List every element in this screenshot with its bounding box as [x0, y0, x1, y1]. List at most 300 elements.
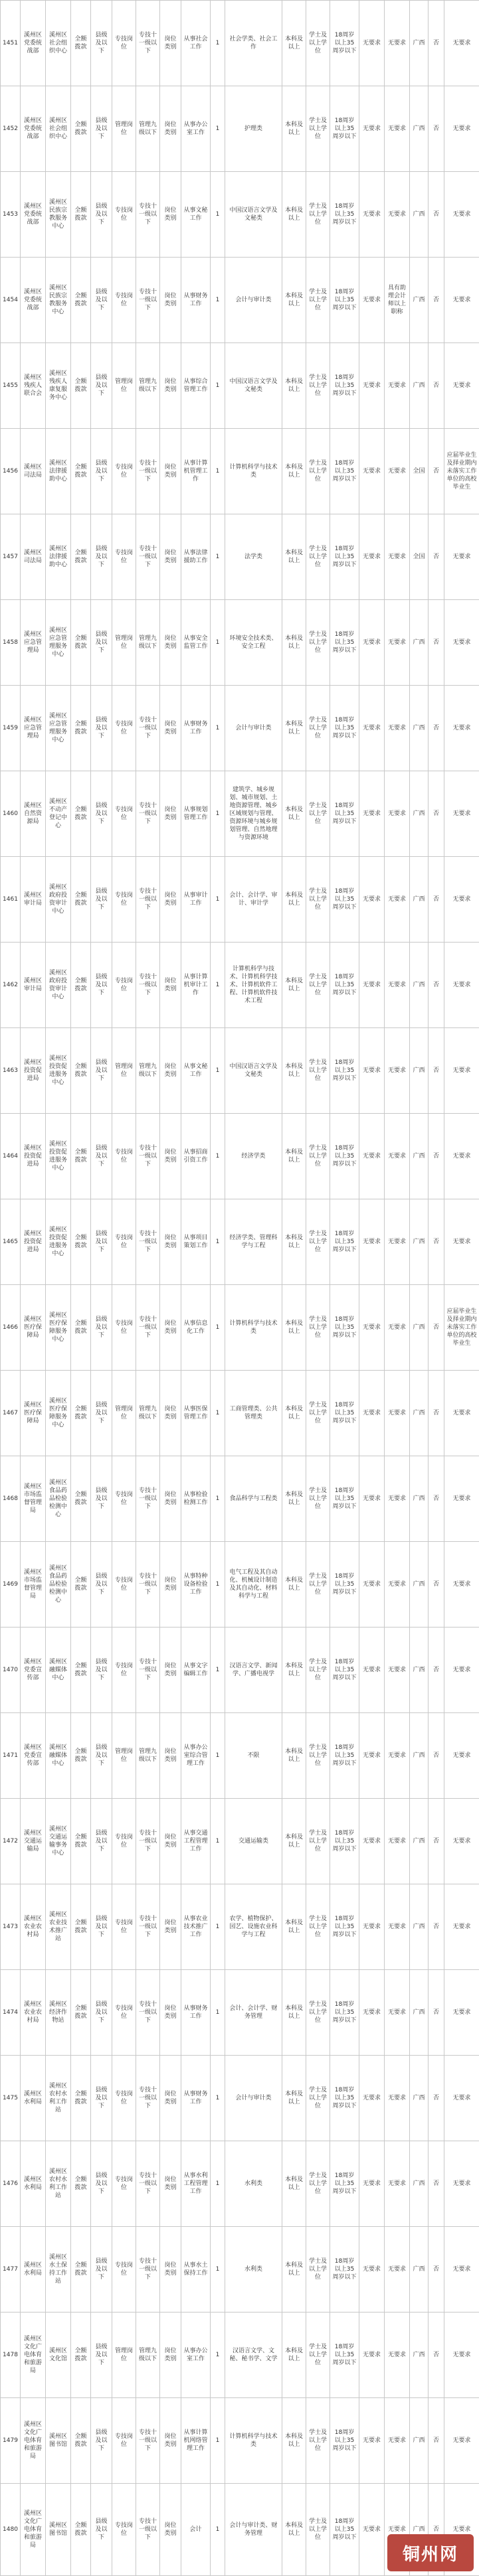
cell-count: 1: [211, 1542, 225, 1628]
cell-degree: 学士及以上学位: [306, 943, 330, 1028]
cell-category: 专技岗位: [112, 1542, 136, 1628]
cell-major: 建筑学、城乡规划、城市规划、土地资源管理、城乡区域规划与管理、资源环境与城乡规划管理、自然地理与资源环境: [225, 771, 282, 857]
cell-nature: 全额拨款: [71, 1970, 91, 2056]
cell-other: 无要求: [444, 943, 479, 1028]
cell-req1: 无要求: [359, 2056, 385, 2141]
cell-id: 1478: [1, 2312, 21, 2398]
cell-other: 无要求: [444, 2312, 479, 2398]
cell-major: 工商管理类、公共管理类: [225, 1371, 282, 1456]
cell-count: 1: [211, 1028, 225, 1114]
cell-id: 1466: [1, 1285, 21, 1371]
cell-edu: 本科及以上: [282, 1713, 306, 1799]
cell-nature: 全额拨款: [71, 2227, 91, 2312]
cell-req2: 无要求: [385, 343, 410, 429]
cell-major: 农学、植物保护、园艺、设施农业科学与工程: [225, 1884, 282, 1970]
cell-degree: 学士及以上学位: [306, 1456, 330, 1542]
cell-count: 1: [211, 1456, 225, 1542]
cell-edu: 本科及以上: [282, 1542, 306, 1628]
cell-edu: 本科及以上: [282, 1371, 306, 1456]
cell-req1: 无要求: [359, 686, 385, 771]
cell-edu: 本科及以上: [282, 2484, 306, 2576]
cell-age: 18周岁以上35周岁以下: [330, 1114, 359, 1199]
cell-edu: 本科及以上: [282, 1285, 306, 1371]
cell-desc: 从事财务工作: [181, 2056, 211, 2141]
cell-level: 县级及以下: [91, 514, 112, 600]
cell-age: 18周岁以上35周岁以下: [330, 1799, 359, 1884]
cell-other: 无要求: [444, 1371, 479, 1456]
cell-id: 1475: [1, 2056, 21, 2141]
cell-degree: 学士及以上学位: [306, 86, 330, 172]
cell-req1: 无要求: [359, 429, 385, 514]
cell-degree: 学士及以上学位: [306, 343, 330, 429]
cell-region: 广西: [410, 943, 429, 1028]
table-row: [1, 2141, 479, 2227]
cell-degree: 学士及以上学位: [306, 686, 330, 771]
table-row: [1, 1884, 479, 1970]
cell-post_type: 岗位类别: [160, 2141, 181, 2227]
cell-degree: 学士及以上学位: [306, 2312, 330, 2398]
table-row: [1, 2312, 479, 2398]
cell-post_type: 岗位类别: [160, 86, 181, 172]
cell-degree: 学士及以上学位: [306, 514, 330, 600]
cell-nature: 全额拨款: [71, 2398, 91, 2484]
cell-unit: 溪州区党委统战部: [21, 258, 46, 343]
cell-dept: 溪州区政府投资审计中心: [46, 943, 71, 1028]
cell-category: 专技岗位: [112, 429, 136, 514]
cell-dept: 溪州区水土保持工作站: [46, 2227, 71, 2312]
cell-region: 广西: [410, 172, 429, 258]
cell-count: 1: [211, 514, 225, 600]
cell-id: 1458: [1, 600, 21, 686]
cell-unit: 溪州区党委统战部: [21, 172, 46, 258]
cell-desc: 从事招商引资工作: [181, 1114, 211, 1199]
cell-dept: 溪州区融媒体中心: [46, 1713, 71, 1799]
cell-exam: 否: [429, 1456, 444, 1542]
cell-level: 县级及以下: [91, 2484, 112, 2576]
cell-req2: 无要求: [385, 514, 410, 600]
cell-dept: 溪州区农村水利工作站: [46, 2056, 71, 2141]
cell-level: 县级及以下: [91, 1285, 112, 1371]
cell-level: 县级及以下: [91, 1199, 112, 1285]
cell-grade: 管理九级以下: [136, 86, 160, 172]
cell-count: 1: [211, 172, 225, 258]
cell-edu: 本科及以上: [282, 1114, 306, 1199]
cell-id: 1462: [1, 943, 21, 1028]
cell-edu: 本科及以上: [282, 172, 306, 258]
cell-grade: 专技十一级以下: [136, 1884, 160, 1970]
cell-level: 县级及以下: [91, 2398, 112, 2484]
cell-id: 1463: [1, 1028, 21, 1114]
cell-degree: 学士及以上学位: [306, 1028, 330, 1114]
cell-dept: 溪州区投资促进服务中心: [46, 1199, 71, 1285]
cell-major: 中国汉语言文学及文秘类: [225, 172, 282, 258]
cell-edu: 本科及以上: [282, 2141, 306, 2227]
cell-edu: 本科及以上: [282, 600, 306, 686]
cell-category: 专技岗位: [112, 2056, 136, 2141]
cell-exam: 否: [429, 1628, 444, 1713]
cell-region: 广西: [410, 1371, 429, 1456]
cell-grade: 管理九级以下: [136, 343, 160, 429]
cell-desc: 从事项目策划工作: [181, 1199, 211, 1285]
cell-age: 18周岁以上35周岁以下: [330, 2312, 359, 2398]
table-body: [1, 1, 479, 2576]
cell-nature: 全额拨款: [71, 1285, 91, 1371]
cell-region: 广西: [410, 2484, 429, 2576]
cell-post_type: 岗位类别: [160, 2398, 181, 2484]
cell-unit: 溪州区党委宣传部: [21, 1713, 46, 1799]
cell-level: 县级及以下: [91, 1884, 112, 1970]
table-row: [1, 943, 479, 1028]
cell-unit: 溪州区投资促进局: [21, 1114, 46, 1199]
cell-req1: 无要求: [359, 2141, 385, 2227]
cell-region: 广西: [410, 2056, 429, 2141]
cell-region: 广西: [410, 771, 429, 857]
cell-post_type: 岗位类别: [160, 686, 181, 771]
cell-req1: 无要求: [359, 2312, 385, 2398]
cell-major: 不限: [225, 1713, 282, 1799]
cell-exam: 否: [429, 1114, 444, 1199]
cell-desc: 从事特种设备检验工作: [181, 1542, 211, 1628]
cell-age: 18周岁以上35周岁以下: [330, 1456, 359, 1542]
cell-grade: 专技十一级以下: [136, 429, 160, 514]
cell-level: 县级及以下: [91, 1970, 112, 2056]
cell-desc: 从事信息化工作: [181, 1285, 211, 1371]
table-row: [1, 1, 479, 86]
cell-unit: 溪州区投资促进局: [21, 1199, 46, 1285]
cell-unit: 溪州区水利局: [21, 2141, 46, 2227]
cell-grade: 管理九级以下: [136, 1713, 160, 1799]
cell-count: 1: [211, 943, 225, 1028]
cell-category: 专技岗位: [112, 2398, 136, 2484]
cell-id: 1470: [1, 1628, 21, 1713]
cell-desc: 从事检验检测工作: [181, 1456, 211, 1542]
cell-degree: 学士及以上学位: [306, 1285, 330, 1371]
cell-age: 18周岁以上35周岁以下: [330, 258, 359, 343]
cell-count: 1: [211, 2227, 225, 2312]
cell-req2: 无要求: [385, 172, 410, 258]
cell-desc: 从事水利工程管理工作: [181, 2141, 211, 2227]
cell-dept: 溪州区经济作物站: [46, 1970, 71, 2056]
cell-major: 交通运输类: [225, 1799, 282, 1884]
cell-unit: 溪州区交通运输局: [21, 1799, 46, 1884]
cell-nature: 全额拨款: [71, 172, 91, 258]
cell-other: 无要求: [444, 600, 479, 686]
cell-post_type: 岗位类别: [160, 1285, 181, 1371]
cell-post_type: 岗位类别: [160, 1970, 181, 2056]
cell-exam: 否: [429, 1199, 444, 1285]
cell-other: 无要求: [444, 1713, 479, 1799]
cell-grade: 专技十一级以下: [136, 1285, 160, 1371]
cell-req2: 无要求: [385, 1713, 410, 1799]
cell-region: 广西: [410, 1713, 429, 1799]
cell-id: 1453: [1, 172, 21, 258]
cell-dept: 溪州区法律援助中心: [46, 429, 71, 514]
cell-edu: 本科及以上: [282, 1028, 306, 1114]
table-row: [1, 1199, 479, 1285]
cell-unit: 溪州区应急管理局: [21, 686, 46, 771]
cell-region: 广西: [410, 2141, 429, 2227]
cell-post_type: 岗位类别: [160, 1199, 181, 1285]
cell-desc: 从事财务工作: [181, 258, 211, 343]
cell-id: 1472: [1, 1799, 21, 1884]
cell-degree: 学士及以上学位: [306, 1542, 330, 1628]
cell-nature: 全额拨款: [71, 1884, 91, 1970]
cell-req1: 无要求: [359, 943, 385, 1028]
cell-degree: 学士及以上学位: [306, 1970, 330, 2056]
cell-id: 1455: [1, 343, 21, 429]
cell-nature: 全额拨款: [71, 429, 91, 514]
cell-level: 县级及以下: [91, 1542, 112, 1628]
cell-dept: 溪州区社会组织中心: [46, 1, 71, 86]
cell-desc: 从事计算机管理工作: [181, 429, 211, 514]
cell-age: 18周岁以上35周岁以下: [330, 172, 359, 258]
cell-category: 管理岗位: [112, 343, 136, 429]
cell-degree: 学士及以上学位: [306, 1884, 330, 1970]
cell-req1: 无要求: [359, 172, 385, 258]
cell-other: 无要求: [444, 1114, 479, 1199]
cell-unit: 溪州区水利局: [21, 2227, 46, 2312]
cell-count: 1: [211, 857, 225, 943]
cell-dept: 溪州区应急管理服务中心: [46, 686, 71, 771]
cell-category: 专技岗位: [112, 686, 136, 771]
table-row: [1, 600, 479, 686]
cell-nature: 全额拨款: [71, 343, 91, 429]
cell-level: 县级及以下: [91, 1713, 112, 1799]
cell-grade: 专技十一级以下: [136, 2056, 160, 2141]
cell-category: 专技岗位: [112, 771, 136, 857]
cell-req1: 无要求: [359, 1199, 385, 1285]
cell-level: 县级及以下: [91, 1028, 112, 1114]
cell-other: 无要求: [444, 172, 479, 258]
cell-count: 1: [211, 1799, 225, 1884]
cell-dept: 溪州区文化馆: [46, 2312, 71, 2398]
table-row: [1, 2227, 479, 2312]
cell-req2: 无要求: [385, 2484, 410, 2576]
cell-major: 会计与审计类: [225, 2056, 282, 2141]
cell-count: 1: [211, 343, 225, 429]
cell-level: 县级及以下: [91, 1799, 112, 1884]
cell-req1: 无要求: [359, 2398, 385, 2484]
cell-req1: 无要求: [359, 1628, 385, 1713]
cell-dept: 溪州区医疗保障服务中心: [46, 1285, 71, 1371]
cell-id: 1452: [1, 86, 21, 172]
cell-id: 1477: [1, 2227, 21, 2312]
cell-req2: 无要求: [385, 686, 410, 771]
cell-grade: 专技十一级以下: [136, 1456, 160, 1542]
cell-id: 1456: [1, 429, 21, 514]
cell-region: 广西: [410, 686, 429, 771]
table-row: [1, 429, 479, 514]
cell-count: 1: [211, 2141, 225, 2227]
cell-req2: 无要求: [385, 1, 410, 86]
cell-unit: 溪州区医疗保障局: [21, 1285, 46, 1371]
cell-post_type: 岗位类别: [160, 2312, 181, 2398]
cell-id: 1468: [1, 1456, 21, 1542]
cell-desc: 从事法律援助工作: [181, 514, 211, 600]
cell-degree: 学士及以上学位: [306, 2141, 330, 2227]
cell-desc: 会计: [181, 2484, 211, 2576]
cell-exam: 否: [429, 258, 444, 343]
cell-grade: 专技十一级以下: [136, 1, 160, 86]
cell-category: 管理岗位: [112, 2312, 136, 2398]
cell-post_type: 岗位类别: [160, 1456, 181, 1542]
cell-req1: 无要求: [359, 771, 385, 857]
cell-region: 广西: [410, 1285, 429, 1371]
cell-age: 18周岁以上35周岁以下: [330, 771, 359, 857]
cell-other: 无要求: [444, 1456, 479, 1542]
cell-degree: 学士及以上学位: [306, 1371, 330, 1456]
cell-other: 无要求: [444, 2484, 479, 2576]
cell-other: 无要求: [444, 1970, 479, 2056]
cell-dept: 溪州区农村水利工作站: [46, 2141, 71, 2227]
cell-dept: 溪州区图书馆: [46, 2398, 71, 2484]
cell-count: 1: [211, 2312, 225, 2398]
cell-dept: 溪州区投资促进服务中心: [46, 1028, 71, 1114]
cell-unit: 溪州区应急管理局: [21, 600, 46, 686]
cell-count: 1: [211, 1970, 225, 2056]
cell-major: 水利类: [225, 2227, 282, 2312]
cell-nature: 全额拨款: [71, 2141, 91, 2227]
cell-edu: 本科及以上: [282, 1628, 306, 1713]
cell-age: 18周岁以上35周岁以下: [330, 2141, 359, 2227]
table-row: [1, 1371, 479, 1456]
cell-exam: 否: [429, 2056, 444, 2141]
cell-edu: 本科及以上: [282, 686, 306, 771]
cell-req2: 无要求: [385, 2312, 410, 2398]
cell-age: 18周岁以上35周岁以下: [330, 1199, 359, 1285]
cell-category: 专技岗位: [112, 2141, 136, 2227]
cell-req2: 无要求: [385, 2227, 410, 2312]
cell-region: 广西: [410, 1199, 429, 1285]
cell-post_type: 岗位类别: [160, 1884, 181, 1970]
cell-age: 18周岁以上35周岁以下: [330, 1, 359, 86]
cell-grade: 管理九级以下: [136, 2312, 160, 2398]
cell-category: 专技岗位: [112, 857, 136, 943]
cell-region: 广西: [410, 1456, 429, 1542]
cell-edu: 本科及以上: [282, 2398, 306, 2484]
cell-req2: 无要求: [385, 600, 410, 686]
cell-req1: 无要求: [359, 1542, 385, 1628]
cell-major: 计算机科学与技术类: [225, 1285, 282, 1371]
cell-desc: 从事办公室工作: [181, 86, 211, 172]
cell-region: 广西: [410, 1628, 429, 1713]
cell-nature: 全额拨款: [71, 943, 91, 1028]
cell-nature: 全额拨款: [71, 1371, 91, 1456]
cell-unit: 溪州区医疗保障局: [21, 1371, 46, 1456]
cell-other: 无要求: [444, 1199, 479, 1285]
cell-edu: 本科及以上: [282, 343, 306, 429]
cell-age: 18周岁以上35周岁以下: [330, 2056, 359, 2141]
cell-req1: 无要求: [359, 514, 385, 600]
cell-nature: 全额拨款: [71, 1628, 91, 1713]
cell-id: 1467: [1, 1371, 21, 1456]
cell-post_type: 岗位类别: [160, 2227, 181, 2312]
cell-major: 汉语言文学、新闻学、广播电视学: [225, 1628, 282, 1713]
cell-nature: 全额拨款: [71, 1199, 91, 1285]
cell-edu: 本科及以上: [282, 2227, 306, 2312]
table-row: [1, 1713, 479, 1799]
cell-region: 广西: [410, 600, 429, 686]
cell-exam: 否: [429, 771, 444, 857]
cell-region: 广西: [410, 1799, 429, 1884]
cell-id: 1460: [1, 771, 21, 857]
cell-dept: 溪州区社会组织中心: [46, 86, 71, 172]
cell-degree: 学士及以上学位: [306, 2056, 330, 2141]
cell-grade: 管理九级以下: [136, 1028, 160, 1114]
cell-other: 无要求: [444, 2227, 479, 2312]
cell-region: 广西: [410, 1542, 429, 1628]
cell-grade: 专技十一级以下: [136, 943, 160, 1028]
cell-age: 18周岁以上35周岁以下: [330, 686, 359, 771]
cell-edu: 本科及以上: [282, 86, 306, 172]
cell-grade: 专技十一级以下: [136, 857, 160, 943]
cell-count: 1: [211, 2484, 225, 2576]
cell-req1: 无要求: [359, 1, 385, 86]
cell-count: 1: [211, 1199, 225, 1285]
cell-req2: 无要求: [385, 2141, 410, 2227]
cell-unit: 溪州区市场监督管理局: [21, 1456, 46, 1542]
cell-req2: 无要求: [385, 771, 410, 857]
cell-degree: 学士及以上学位: [306, 857, 330, 943]
cell-id: 1457: [1, 514, 21, 600]
cell-post_type: 岗位类别: [160, 1028, 181, 1114]
cell-unit: 溪州区党委统战部: [21, 86, 46, 172]
cell-level: 县级及以下: [91, 1456, 112, 1542]
cell-level: 县级及以下: [91, 2141, 112, 2227]
cell-region: 广西: [410, 343, 429, 429]
cell-dept: 溪州区政府投资审计中心: [46, 857, 71, 943]
table-row: [1, 771, 479, 857]
cell-count: 1: [211, 86, 225, 172]
cell-id: 1461: [1, 857, 21, 943]
cell-exam: 否: [429, 2312, 444, 2398]
cell-req1: 无要求: [359, 2227, 385, 2312]
table-row: [1, 1028, 479, 1114]
cell-id: 1469: [1, 1542, 21, 1628]
cell-level: 县级及以下: [91, 86, 112, 172]
cell-edu: 本科及以上: [282, 1, 306, 86]
cell-id: 1454: [1, 258, 21, 343]
cell-region: 广西: [410, 2227, 429, 2312]
table-row: [1, 172, 479, 258]
cell-other: 无要求: [444, 1, 479, 86]
cell-exam: 否: [429, 1285, 444, 1371]
cell-major: 水利类: [225, 2141, 282, 2227]
cell-degree: 学士及以上学位: [306, 1199, 330, 1285]
cell-grade: 专技十一级以下: [136, 1542, 160, 1628]
cell-age: 18周岁以上35周岁以下: [330, 2484, 359, 2576]
cell-other: 无要求: [444, 258, 479, 343]
cell-age: 18周岁以上35周岁以下: [330, 1542, 359, 1628]
cell-desc: 从事计算机审计工作: [181, 943, 211, 1028]
cell-count: 1: [211, 1285, 225, 1371]
cell-desc: 从事交通工程管理工作: [181, 1799, 211, 1884]
cell-post_type: 岗位类别: [160, 1628, 181, 1713]
cell-dept: 溪州区不动产登记中心: [46, 771, 71, 857]
cell-major: 会计与审计类、财务管理: [225, 2484, 282, 2576]
cell-level: 县级及以下: [91, 1628, 112, 1713]
cell-category: 专技岗位: [112, 1199, 136, 1285]
cell-nature: 全额拨款: [71, 857, 91, 943]
cell-major: 电气工程及其自动化、机械设计制造及其自动化、材料科学与工程: [225, 1542, 282, 1628]
cell-exam: 否: [429, 2227, 444, 2312]
cell-req2: 无要求: [385, 2398, 410, 2484]
cell-level: 县级及以下: [91, 857, 112, 943]
cell-desc: 从事规划管理工作: [181, 771, 211, 857]
cell-req2: 无要求: [385, 1542, 410, 1628]
cell-degree: 学士及以上学位: [306, 1628, 330, 1713]
cell-req1: 无要求: [359, 2484, 385, 2576]
